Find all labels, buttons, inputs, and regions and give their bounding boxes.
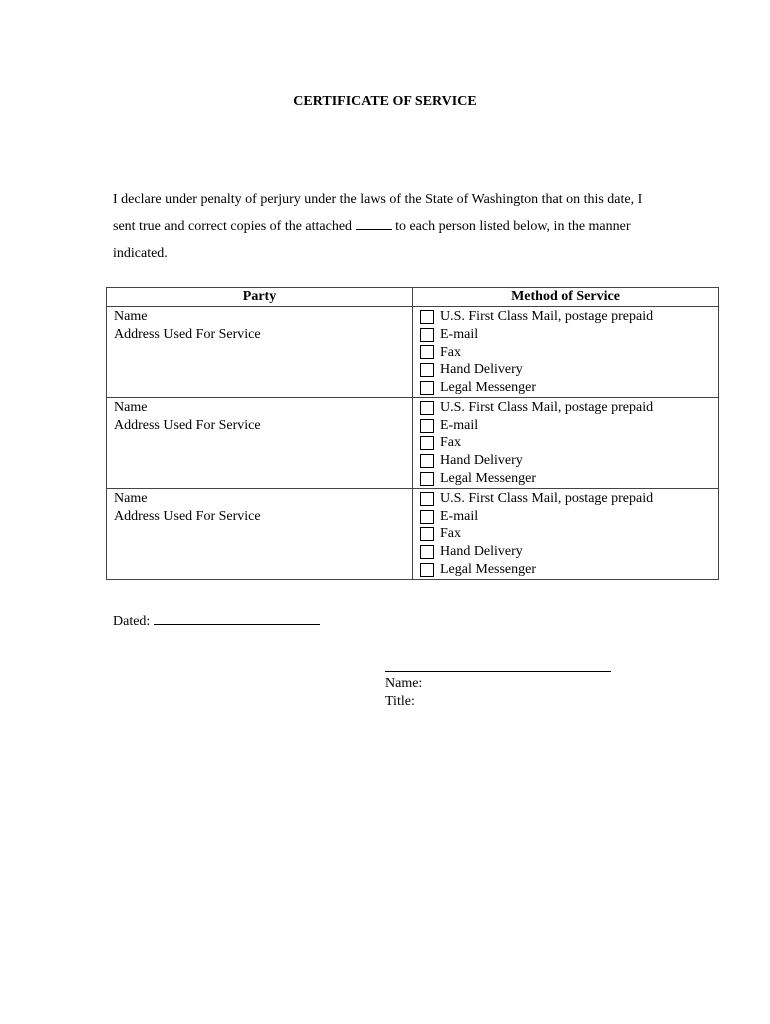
method-label: Hand Delivery xyxy=(440,362,523,378)
declaration-text-part1: I declare under penalty of perjury under the laws of the State of Washington that on this date, I sent true and correct copies of the attached xyxy=(113,192,643,234)
declaration-text-part2: to each person listed below, in the manner indicated. xyxy=(113,219,631,261)
method-label: Legal Messenger xyxy=(440,380,537,396)
method-label: Hand Delivery xyxy=(440,453,523,469)
declaration-paragraph xyxy=(113,186,663,267)
checkbox[interactable] xyxy=(420,345,434,359)
method-option[interactable] xyxy=(420,526,718,544)
checkbox[interactable] xyxy=(420,363,434,377)
table-header-row xyxy=(107,288,719,307)
method-cell xyxy=(413,488,719,579)
method-option[interactable] xyxy=(420,379,718,397)
method-label: U.S. First Class Mail, postage prepaid xyxy=(440,308,654,324)
dated-field xyxy=(113,612,320,630)
method-label: U.S. First Class Mail, postage prepaid xyxy=(440,399,654,415)
checkbox[interactable] xyxy=(420,545,434,559)
method-option[interactable] xyxy=(420,508,718,526)
method-option[interactable] xyxy=(420,399,718,417)
party-name: Name xyxy=(114,490,148,506)
checkbox[interactable] xyxy=(420,492,434,506)
method-label: Fax xyxy=(440,526,461,542)
method-label: U.S. First Class Mail, postage prepaid xyxy=(440,490,654,506)
checkbox[interactable] xyxy=(420,563,434,577)
checkbox[interactable] xyxy=(420,510,434,524)
method-option[interactable] xyxy=(420,490,718,508)
party-cell xyxy=(107,488,413,579)
method-label: Hand Delivery xyxy=(440,544,523,560)
method-column-header: Method of Service xyxy=(413,288,719,307)
party-address: Address Used For Service xyxy=(114,417,261,433)
method-cell xyxy=(413,307,719,398)
service-table xyxy=(106,287,719,580)
method-cell xyxy=(413,397,719,488)
method-option[interactable] xyxy=(420,326,718,344)
method-label: Legal Messenger xyxy=(440,562,537,578)
method-option[interactable] xyxy=(420,561,718,579)
party-name: Name xyxy=(114,309,148,324)
checkbox[interactable] xyxy=(420,310,434,324)
checkbox[interactable] xyxy=(420,436,434,450)
method-label: Fax xyxy=(440,344,461,360)
date-blank-line[interactable] xyxy=(154,612,320,625)
document-name-blank[interactable] xyxy=(356,219,392,230)
checkbox[interactable] xyxy=(420,527,434,541)
method-option[interactable] xyxy=(420,308,718,326)
method-option[interactable] xyxy=(420,417,718,435)
party-address: Address Used For Service xyxy=(114,327,261,342)
party-cell xyxy=(107,397,413,488)
method-label: E-mail xyxy=(440,326,479,342)
method-option[interactable] xyxy=(420,435,718,453)
method-option[interactable] xyxy=(420,452,718,470)
checkbox[interactable] xyxy=(420,419,434,433)
method-option[interactable] xyxy=(420,344,718,362)
party-name: Name xyxy=(114,399,148,415)
checkbox[interactable] xyxy=(420,328,434,342)
signature-line[interactable] xyxy=(385,671,611,672)
checkbox[interactable] xyxy=(420,454,434,468)
party-column-header: Party xyxy=(107,288,413,307)
method-option[interactable] xyxy=(420,470,718,488)
party-cell xyxy=(107,307,413,398)
table-row xyxy=(107,307,719,398)
page-title: CERTIFICATE OF SERVICE xyxy=(293,94,477,109)
checkbox[interactable] xyxy=(420,381,434,395)
checkbox[interactable] xyxy=(420,401,434,415)
method-label: Fax xyxy=(440,435,461,451)
dated-label: Dated: xyxy=(113,614,151,629)
method-option[interactable] xyxy=(420,543,718,561)
table-row xyxy=(107,397,719,488)
method-option[interactable] xyxy=(420,361,718,379)
party-address: Address Used For Service xyxy=(114,508,261,524)
signature-name-label: Name: xyxy=(385,676,423,691)
method-label: E-mail xyxy=(440,508,479,524)
method-label: Legal Messenger xyxy=(440,471,537,487)
signature-title-label: Title: xyxy=(385,694,415,709)
table-row xyxy=(107,488,719,579)
checkbox[interactable] xyxy=(420,472,434,486)
method-label: E-mail xyxy=(440,417,479,433)
